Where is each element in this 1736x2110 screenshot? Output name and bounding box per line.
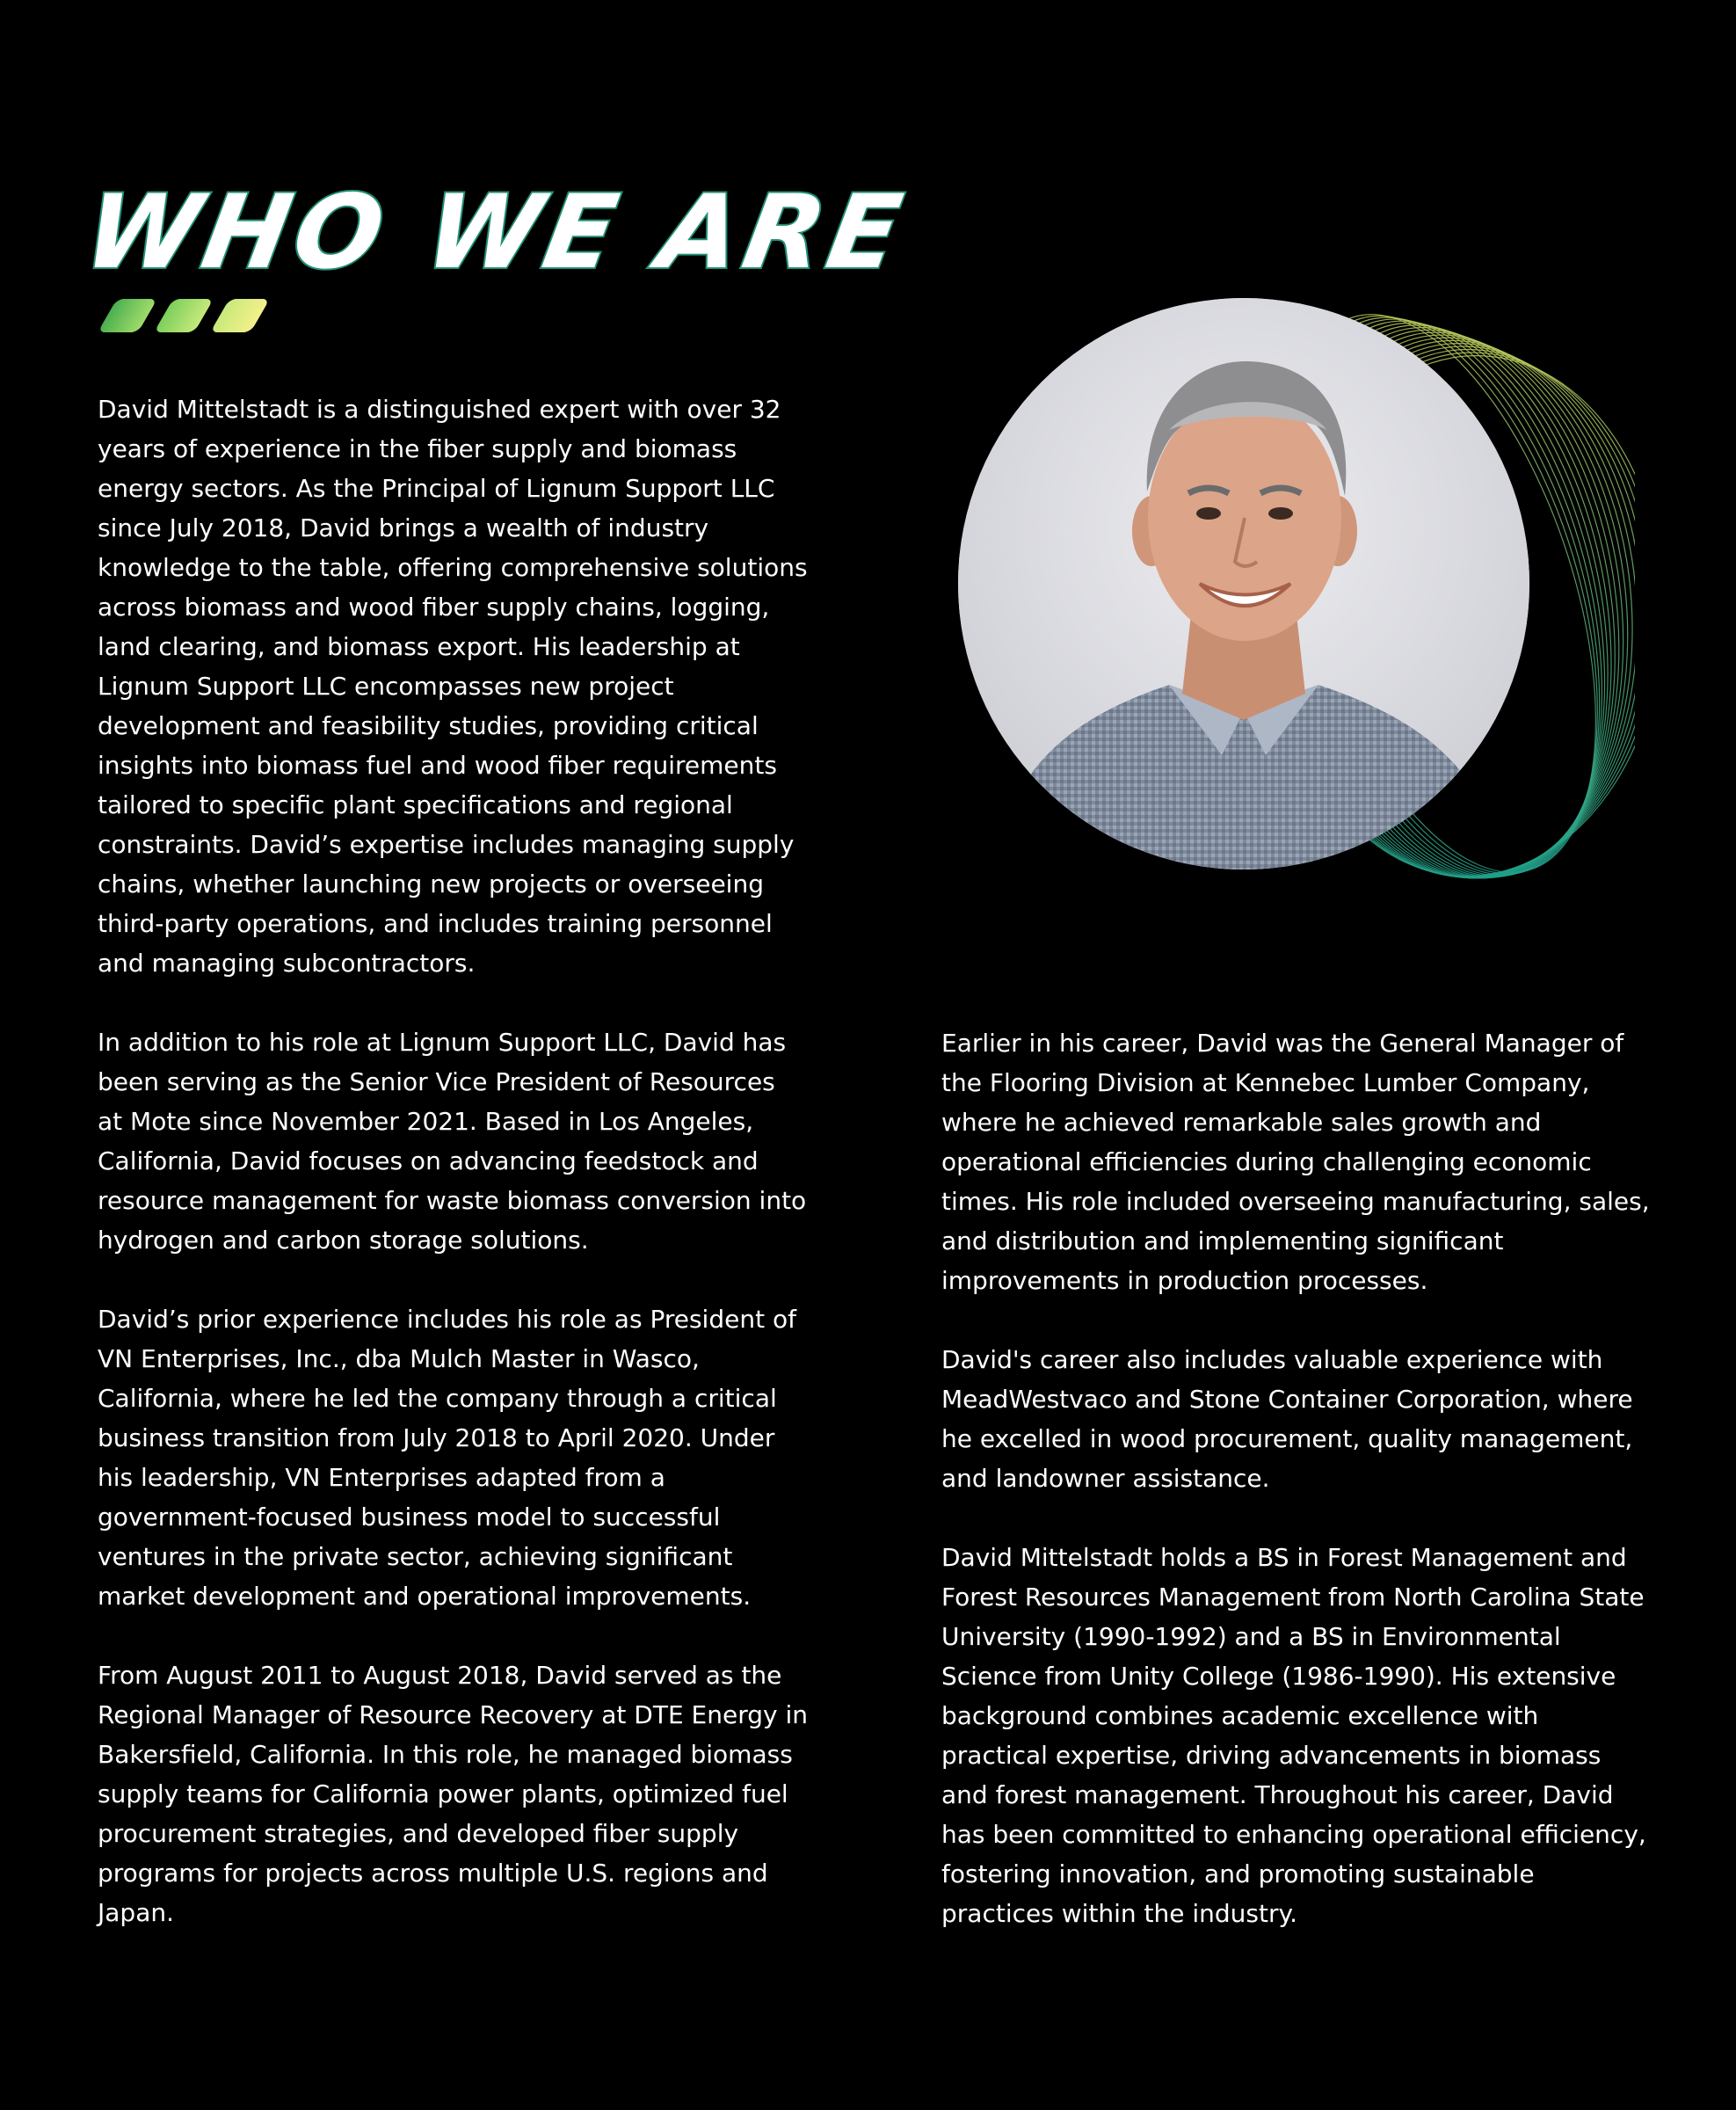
bio-text-line: knowledge to the table, offering comprehensive solutions <box>98 553 808 582</box>
bio-text-line: energy sectors. As the Principal of Lignum Support LLC <box>98 474 775 503</box>
bio-text-line: supply teams for California power plants, optimized fuel <box>98 1779 788 1808</box>
page-title: WHO WE ARE <box>76 173 915 292</box>
bio-text-line: tailored to specific plant specifications and regional <box>98 790 733 819</box>
bio-text-line: David’s prior experience includes his role as President of <box>98 1305 796 1334</box>
bio-text-line: procurement strategies, and developed fiber supply <box>98 1819 739 1848</box>
person-portrait-icon <box>958 298 1529 869</box>
bio-text-line: ventures in the private sector, achieving significant <box>98 1542 733 1571</box>
bio-text-line: practical expertise, driving advancements in biomass <box>941 1741 1602 1770</box>
bio-text-line: across biomass and wood fiber supply chains, logging, <box>98 593 770 622</box>
bio-text-line: University (1990-1992) and a BS in Environmental <box>941 1622 1561 1651</box>
bio-text-line: California, David focuses on advancing feedstock and <box>98 1146 759 1175</box>
portrait-photo <box>958 298 1529 869</box>
bio-text-line: and landowner assistance. <box>941 1464 1270 1493</box>
bio-text-line: practices within the industry. <box>941 1899 1297 1928</box>
bio-text-line: fostering innovation, and promoting sustainable <box>941 1859 1535 1888</box>
bio-text-line: Japan. <box>98 1898 174 1927</box>
bio-text-line: business transition from July 2018 to April 2020. Under <box>98 1423 775 1452</box>
bio-paragraph <box>941 1340 1650 1498</box>
bio-text-line: hydrogen and carbon storage solutions. <box>98 1226 589 1255</box>
bio-text-line: Forest Resources Management from North Carolina State <box>941 1582 1645 1612</box>
bio-text-line: third-party operations, and includes training personnel <box>98 909 773 938</box>
bio-text-line: Regional Manager of Resource Recovery at DTE Energy in <box>98 1700 808 1729</box>
bio-text-line: and forest management. Throughout his career, David <box>941 1780 1614 1809</box>
bio-text-line: land clearing, and biomass export. His leadership at <box>98 632 740 661</box>
title-accent-dashes <box>97 299 272 336</box>
bio-text-line: where he achieved remarkable sales growth and <box>941 1108 1542 1137</box>
bio-paragraph <box>98 389 808 983</box>
bio-text-line: chains, whether launching new projects or overseeing <box>98 869 764 899</box>
bio-text-line: since July 2018, David brings a wealth of industry <box>98 513 709 542</box>
bio-text-line: background combines academic excellence with <box>941 1701 1539 1730</box>
bio-text-line: VN Enterprises, Inc., dba Mulch Master in Wasco, <box>98 1344 700 1373</box>
left-text-column <box>98 389 808 1932</box>
bio-text-line: he excelled in wood procurement, quality management, <box>941 1424 1633 1453</box>
bio-text-line: development and feasibility studies, providing critical <box>98 711 759 740</box>
bio-text-line: times. His role included overseeing manufacturing, sales, <box>941 1187 1650 1216</box>
bio-text-line: government-focused business model to successful <box>98 1502 721 1532</box>
bio-text-line: been serving as the Senior Vice President of Resources <box>98 1067 775 1096</box>
bio-paragraph <box>98 1299 808 1616</box>
bio-text-line: California, where he led the company through a critical <box>98 1384 777 1413</box>
bio-text-line: insights into biomass fuel and wood fiber requirements <box>98 751 777 780</box>
bio-text-line: and managing subcontractors. <box>98 949 476 978</box>
right-text-column <box>941 1023 1650 1933</box>
bio-text-line: programs for projects across multiple U.S. regions and <box>98 1859 768 1888</box>
bio-paragraph <box>941 1538 1650 1933</box>
portrait-area <box>949 290 1635 906</box>
bio-text-line: From August 2011 to August 2018, David served as the <box>98 1661 782 1690</box>
bio-text-line: and distribution and implementing significant <box>941 1226 1504 1255</box>
bio-text-line: MeadWestvaco and Stone Container Corporation, where <box>941 1385 1633 1414</box>
bio-text-line: at Mote since November 2021. Based in Los Angeles, <box>98 1107 754 1136</box>
bio-text-line: Science from Unity College (1986-1990). His extensive <box>941 1662 1616 1691</box>
bio-text-line: improvements in production processes. <box>941 1266 1428 1295</box>
bio-text-line: years of experience in the fiber supply and biomass <box>98 434 737 463</box>
bio-paragraph <box>98 1022 808 1260</box>
bio-text-line: Bakersfield, California. In this role, he managed biomass <box>98 1740 793 1769</box>
accent-dash-1 <box>98 299 157 332</box>
bio-text-line: David's career also includes valuable experience with <box>941 1345 1603 1374</box>
bio-text-line: operational efficiencies during challenging economic <box>941 1147 1592 1176</box>
bio-paragraph <box>98 1655 808 1932</box>
bio-text-line: In addition to his role at Lignum Support LLC, David has <box>98 1028 787 1057</box>
bio-text-line: resource management for waste biomass conversion into <box>98 1186 807 1215</box>
bio-text-line: his leadership, VN Enterprises adapted from a <box>98 1463 665 1492</box>
bio-text-line: David Mittelstadt is a distinguished expert with over 32 <box>98 395 781 424</box>
bio-text-line: market development and operational improvements. <box>98 1582 752 1611</box>
accent-dash-2 <box>154 299 214 332</box>
bio-text-line: Earlier in his career, David was the General Manager of <box>941 1029 1624 1058</box>
bio-paragraph <box>941 1023 1650 1300</box>
bio-text-line: David Mittelstadt holds a BS in Forest Management and <box>941 1543 1627 1572</box>
bio-text-line: constraints. David’s expertise includes managing supply <box>98 830 795 859</box>
bio-text-line: Lignum Support LLC encompasses new project <box>98 672 674 701</box>
bio-text-line: the Flooring Division at Kennebec Lumber Company, <box>941 1068 1590 1097</box>
bio-text-line: has been committed to enhancing operational efficiency, <box>941 1820 1646 1849</box>
accent-dash-3 <box>210 299 270 332</box>
